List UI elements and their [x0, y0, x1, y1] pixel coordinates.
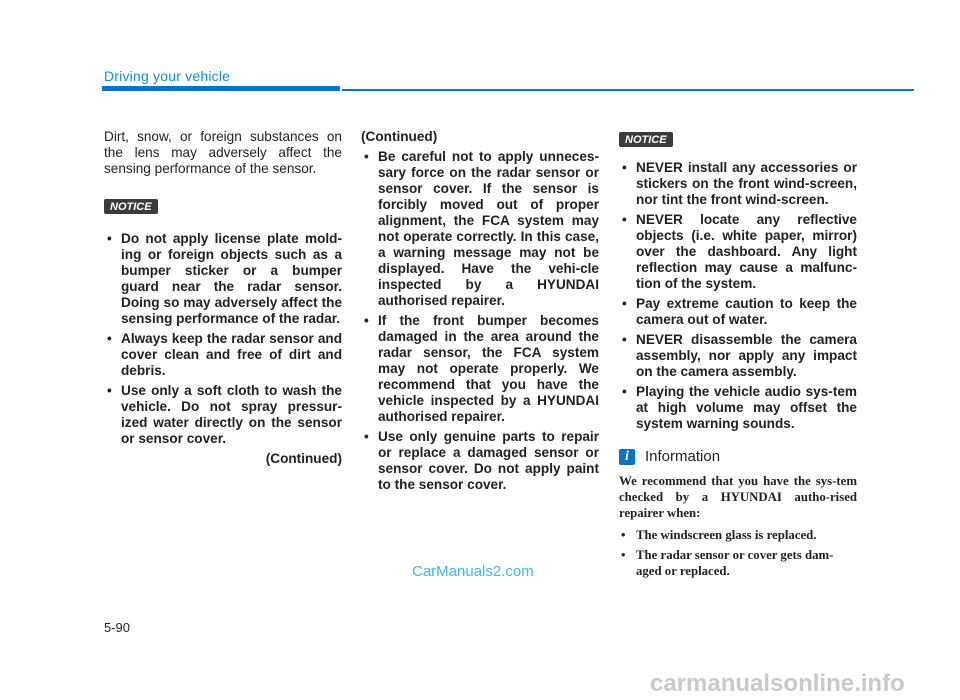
- list-item-text: Playing the vehicle audio sys-tem at high volume may offset the system warning sounds.: [636, 384, 857, 431]
- continued-label: (Continued): [361, 129, 438, 144]
- continued-label: (Continued): [265, 451, 342, 466]
- list-item-text: Use only genuine parts to repair or replace a damaged sensor or sensor cover. Do not apply paint to the sensor cover.: [378, 429, 599, 492]
- list-item-text: Always keep the radar sensor and cover clean and free of dirt and debris.: [121, 331, 342, 378]
- list-item: [104, 231, 342, 327]
- bullet-icon: •: [364, 149, 369, 164]
- list-item: [619, 384, 857, 432]
- page-number: 5-90: [104, 620, 131, 635]
- list-item: [619, 332, 857, 380]
- list-item: [619, 160, 857, 208]
- list-item: [361, 149, 599, 309]
- list-item: [619, 296, 857, 328]
- list-item: [104, 383, 342, 447]
- notice-badge: NOTICE: [104, 199, 158, 214]
- list-item-text: Be careful not to apply unneces-sary force on the radar sensor or sensor cover. If the sensor is forcibly moved out of proper alignment, the FCA system may not operate correctly. In this case, a warning message may not be displayed. Have the vehi-cle inspected by a HYUNDAI authorised repairer.: [378, 149, 599, 308]
- information-header: [619, 448, 857, 465]
- information-list: [619, 527, 857, 579]
- notice-badge: NOTICE: [619, 132, 673, 147]
- list-item: [361, 429, 599, 493]
- bullet-icon: •: [621, 548, 626, 562]
- notice-list: [361, 149, 599, 493]
- list-item-text: Pay extreme caution to keep the camera out of water.: [636, 296, 857, 327]
- list-item-text: If the front bumper becomes damaged in the area around the radar sensor, the FCA system may not operate properly. We recommend that you have the vehicle inspected by a HYUNDAI authorised repairer.: [378, 313, 599, 424]
- info-icon: i: [619, 449, 635, 465]
- bullet-icon: •: [107, 231, 112, 246]
- list-item-text: The windscreen glass is replaced.: [636, 528, 817, 542]
- bullet-icon: •: [622, 160, 627, 175]
- list-item: [619, 547, 857, 579]
- list-item: [361, 313, 599, 425]
- bullet-icon: •: [107, 383, 112, 398]
- bullet-icon: •: [364, 313, 369, 328]
- bullet-icon: •: [364, 429, 369, 444]
- list-item-text: The radar sensor or cover gets dam-aged or replaced.: [636, 548, 834, 578]
- intro-paragraph: Dirt, snow, or foreign substances on the lens may adversely affect the sensing performance of the sensor.: [104, 129, 342, 176]
- bullet-icon: •: [622, 332, 627, 347]
- list-item-text: Do not apply license plate mold-ing or foreign objects such as a bumper sticker or a bumper guard near the radar sensor. Doing so may adversely affect the sensing performance of the radar.: [121, 231, 342, 326]
- list-item: [104, 331, 342, 379]
- bullet-icon: •: [621, 528, 626, 542]
- information-text: We recommend that you have the sys-tem checked by a HYUNDAI autho-rised repairer when:: [619, 474, 857, 520]
- column-1: [104, 126, 342, 467]
- column-3: [619, 126, 857, 583]
- column-2: [361, 126, 599, 497]
- header-rule-thick: [102, 86, 340, 91]
- header-rule-thin: [342, 89, 914, 91]
- bullet-icon: •: [622, 212, 627, 227]
- bullet-icon: •: [622, 384, 627, 399]
- bullet-icon: •: [107, 331, 112, 346]
- list-item-text: NEVER disassemble the camera assembly, nor apply any impact on the camera assembly.: [636, 332, 857, 379]
- list-item: [619, 527, 857, 543]
- information-title: Information: [645, 448, 721, 465]
- notice-list: [104, 231, 342, 447]
- watermark-link[interactable]: CarManuals2.com: [412, 563, 534, 580]
- bullet-icon: •: [622, 296, 627, 311]
- list-item-text: NEVER install any accessories or stickers on the front wind-screen, nor tint the front wind-screen.: [636, 160, 857, 207]
- list-item-text: Use only a soft cloth to wash the vehicle. Do not spray pressur-ized water directly on the sensor or sensor cover.: [121, 383, 342, 446]
- notice-list: [619, 160, 857, 432]
- section-title: Driving your vehicle: [104, 68, 231, 84]
- list-item-text: NEVER locate any reflective objects (i.e. white paper, mirror) over the dashboard. Any light reflection may cause a malfunc-tion of the system.: [636, 212, 857, 291]
- list-item: [619, 212, 857, 292]
- watermark-bottom: carmanualsonline.info: [650, 670, 905, 697]
